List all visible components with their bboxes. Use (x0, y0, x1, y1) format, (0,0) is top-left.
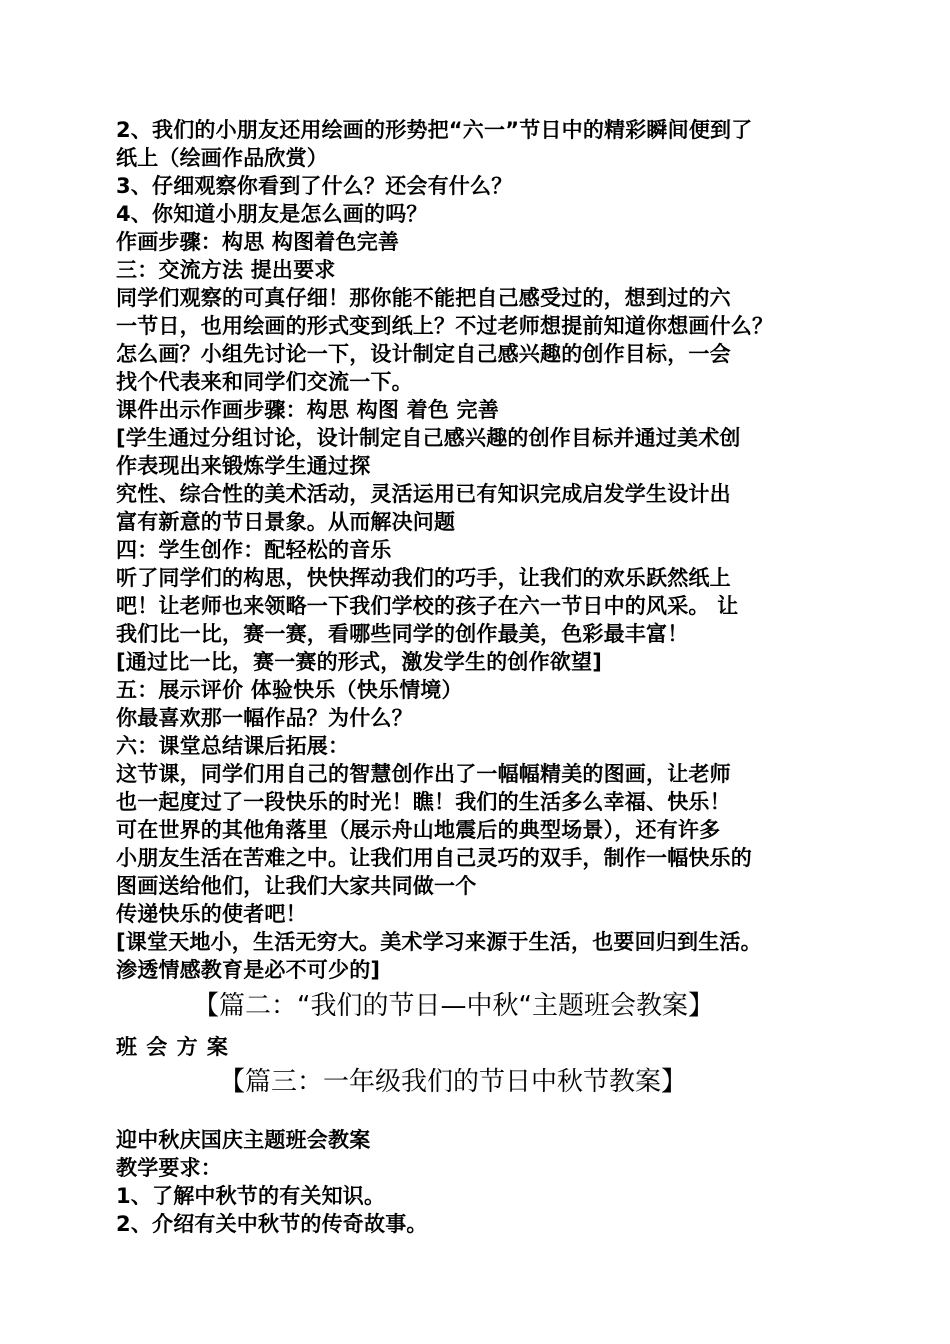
text-line: 你最喜欢那一幅作品？为什么？ (116, 706, 413, 730)
text-line: 找个代表来和同学们交流一下。 (116, 370, 413, 394)
text-line: 图画送给他们，让我们大家共同做一个 (116, 874, 477, 898)
text-line: 这节课，同学们用自己的智慧创作出了一幅幅精美的图画，让老师 (116, 762, 731, 786)
text-line: 渗透情感教育是必不可少的] (116, 958, 381, 982)
text-line: 2、介绍有关中秋节的传奇故事。 (116, 1212, 428, 1236)
text-line: [学生通过分组讨论，设计制定自己感兴趣的创作目标并通过美术创 (116, 426, 741, 450)
text-line: 作画步骤：构思 构图着色完善 (116, 230, 400, 254)
text-line: [课堂天地小，生活无穷大。美术学习来源于生活，也要回归到生活。 (116, 930, 762, 954)
text-line: 富有新意的节日景象。从而解决问题 (116, 510, 456, 534)
text-line: 听了同学们的构思，快快挥动我们的巧手，让我们的欢乐跃然纸上 (116, 566, 731, 590)
text-line: 传递快乐的使者吧！ (116, 902, 307, 926)
text-line: 作表现出来锻炼学生通过探 (116, 454, 371, 478)
class-plan-label: 班 会 方 案 (116, 1035, 229, 1059)
text-line: 纸上（绘画作品欣赏） (116, 146, 328, 170)
chapter-heading-3: 【篇三：一年级我们的节日中秋节教案】 (219, 1067, 688, 1097)
text-line: 也一起度过了一段快乐的时光！瞧！我们的生活多么幸福、快乐！ (116, 790, 731, 814)
text-line: 可在世界的其他角落里（展示舟山地震后的典型场景），还有许多 (116, 818, 721, 842)
text-line: 同学们观察的可真仔细！那你能不能把自己感受过的，想到过的六 (116, 286, 731, 310)
text-line: [通过比一比，赛一赛的形式，激发学生的创作欲望] (116, 650, 602, 674)
section-heading: 五：展示评价 体验快乐（快乐情境） (116, 678, 463, 702)
text-line: 课件出示作画步骤：构思 构图 着色 完善 (116, 398, 499, 422)
text-line: 我们比一比，赛一赛，看哪些同学的创作最美，色彩最丰富！ (116, 622, 689, 646)
section-heading: 六：课堂总结课后拓展： (116, 734, 350, 758)
text-line: 怎么画？小组先讨论一下，设计制定自己感兴趣的创作目标，一会 (116, 342, 731, 366)
chapter-heading-2: 【篇二：“我们的节日—中秋“主题班会教案】 (193, 991, 714, 1021)
text-line: 究性、综合性的美术活动，灵活运用已有知识完成启发学生设计出 (116, 482, 731, 506)
text-line: 迎中秋庆国庆主题班会教案 (116, 1128, 371, 1152)
text-line: 小朋友生活在苦难之中。让我们用自己灵巧的双手，制作一幅快乐的 (116, 846, 752, 870)
text-line: 1、了解中秋节的有关知识。 (116, 1184, 386, 1208)
text-line: 2、我们的小朋友还用绘画的形势把“六一”节日中的精彩瞬间便到了 (116, 118, 753, 142)
text-line: 教学要求： (116, 1156, 222, 1180)
text-line: 吧！让老师也来领略一下我们学校的孩子在六一节日中的风采。 让 (116, 594, 739, 618)
text-line: 一节日，也用绘画的形式变到纸上？不过老师想提前知道你想画什么？ (116, 314, 774, 338)
section-heading: 三：交流方法 提出要求 (116, 258, 336, 282)
text-line: 3、仔细观察你看到了什么？还会有什么？ (116, 174, 513, 198)
text-line: 4、你知道小朋友是怎么画的吗？ (116, 202, 428, 226)
section-heading: 四：学生创作：配轻松的音乐 (116, 538, 392, 562)
